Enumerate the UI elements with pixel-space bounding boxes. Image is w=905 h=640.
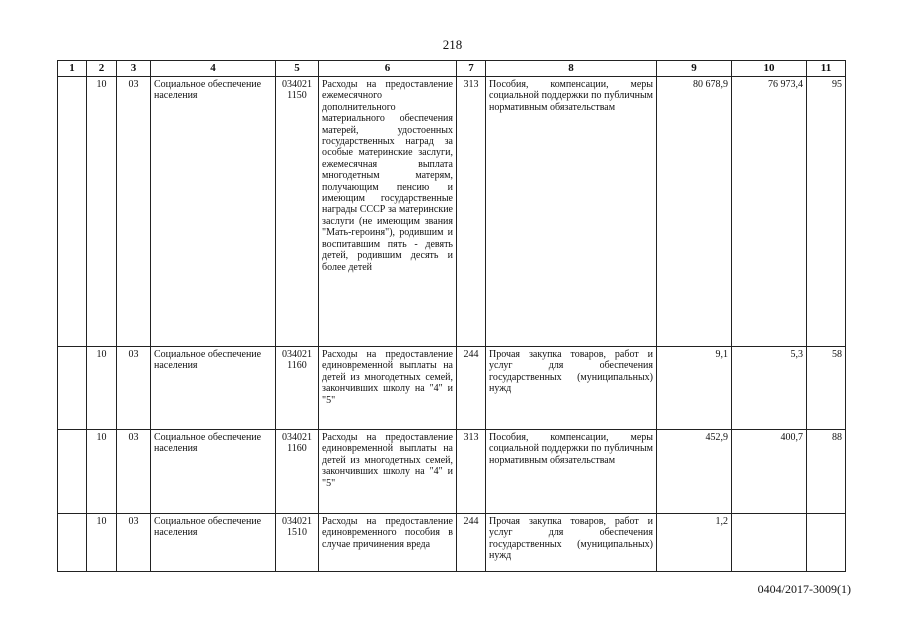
section-code: 10 (87, 77, 117, 347)
expense-type-code: 313 (457, 77, 486, 347)
planned-amount: 9,1 (657, 347, 732, 430)
expense-type-code: 244 (457, 514, 486, 572)
header-cell: 7 (457, 61, 486, 77)
subsection-name: Социальное обеспечение населения (151, 430, 276, 514)
expense-type-name: Пособия, компенсации, меры социальной поддержки по публичным нормативным обязательствам (486, 430, 657, 514)
expense-type-name: Прочая закупка товаров, работ и услуг для обеспечения государственных (муниципальных) нужд (486, 514, 657, 572)
table-row (58, 430, 846, 514)
column-number-header (58, 61, 846, 77)
planned-amount: 80 678,9 (657, 77, 732, 347)
empty-cell (58, 430, 87, 514)
table-row (58, 347, 846, 430)
target-article-name: Расходы на предоставление единовременного пособия в случае причинения вреда (319, 514, 457, 572)
target-article-name: Расходы на предоставление единовременной выплаты на детей из многодетных семей, закончивших школу на "4" и "5" (319, 347, 457, 430)
subsection-name: Социальное обеспечение населения (151, 347, 276, 430)
execution-percent (807, 514, 846, 572)
empty-cell (58, 77, 87, 347)
expense-type-name: Пособия, компенсации, меры социальной поддержки по публичным нормативным обязательствам (486, 77, 657, 347)
document-code: 0404/2017-3009(1) (757, 582, 851, 596)
expense-type-code: 313 (457, 430, 486, 514)
section-code: 10 (87, 514, 117, 572)
planned-amount: 452,9 (657, 430, 732, 514)
execution-percent: 88 (807, 430, 846, 514)
header-cell: 2 (87, 61, 117, 77)
subsection-code: 03 (117, 77, 151, 347)
target-article-name: Расходы на предоставление ежемесячного дополнительного материального обеспечения матерей, удостоенных государственных наград за особые материнские заслуги, ежемесячная выплата многодетным матерям, получающим пенсию и имеющим государственные награды СССР за материнские заслуги (не имеющим звания "Мать-героиня"), родившим и воспитавшим пять - девять детей, родившим десять и более детей (319, 77, 457, 347)
budget-table (57, 60, 846, 572)
subsection-code: 03 (117, 347, 151, 430)
table-row (58, 514, 846, 572)
executed-amount: 5,3 (732, 347, 807, 430)
header-cell: 1 (58, 61, 87, 77)
header-cell: 4 (151, 61, 276, 77)
header-cell: 11 (807, 61, 846, 77)
header-cell: 9 (657, 61, 732, 77)
header-cell: 8 (486, 61, 657, 77)
header-cell: 6 (319, 61, 457, 77)
execution-percent: 58 (807, 347, 846, 430)
empty-cell (58, 514, 87, 572)
header-cell: 5 (276, 61, 319, 77)
expense-type-code: 244 (457, 347, 486, 430)
expense-type-name: Прочая закупка товаров, работ и услуг для обеспечения государственных (муниципальных) нужд (486, 347, 657, 430)
table-row (58, 77, 846, 347)
execution-percent: 95 (807, 77, 846, 347)
empty-cell (58, 347, 87, 430)
target-article-code: 034021 1160 (276, 347, 319, 430)
target-article-name: Расходы на предоставление единовременной выплаты на детей из многодетных семей, закончивших школу на "4" и "5" (319, 430, 457, 514)
target-article-code: 034021 1510 (276, 514, 319, 572)
executed-amount: 400,7 (732, 430, 807, 514)
planned-amount: 1,2 (657, 514, 732, 572)
subsection-code: 03 (117, 430, 151, 514)
target-article-code: 034021 1150 (276, 77, 319, 347)
target-article-code: 034021 1160 (276, 430, 319, 514)
header-cell: 3 (117, 61, 151, 77)
section-code: 10 (87, 347, 117, 430)
subsection-code: 03 (117, 514, 151, 572)
section-code: 10 (87, 430, 117, 514)
page-number: 218 (442, 37, 463, 52)
header-cell: 10 (732, 61, 807, 77)
subsection-name: Социальное обеспечение населения (151, 77, 276, 347)
executed-amount: 76 973,4 (732, 77, 807, 347)
subsection-name: Социальное обеспечение населения (151, 514, 276, 572)
executed-amount (732, 514, 807, 572)
